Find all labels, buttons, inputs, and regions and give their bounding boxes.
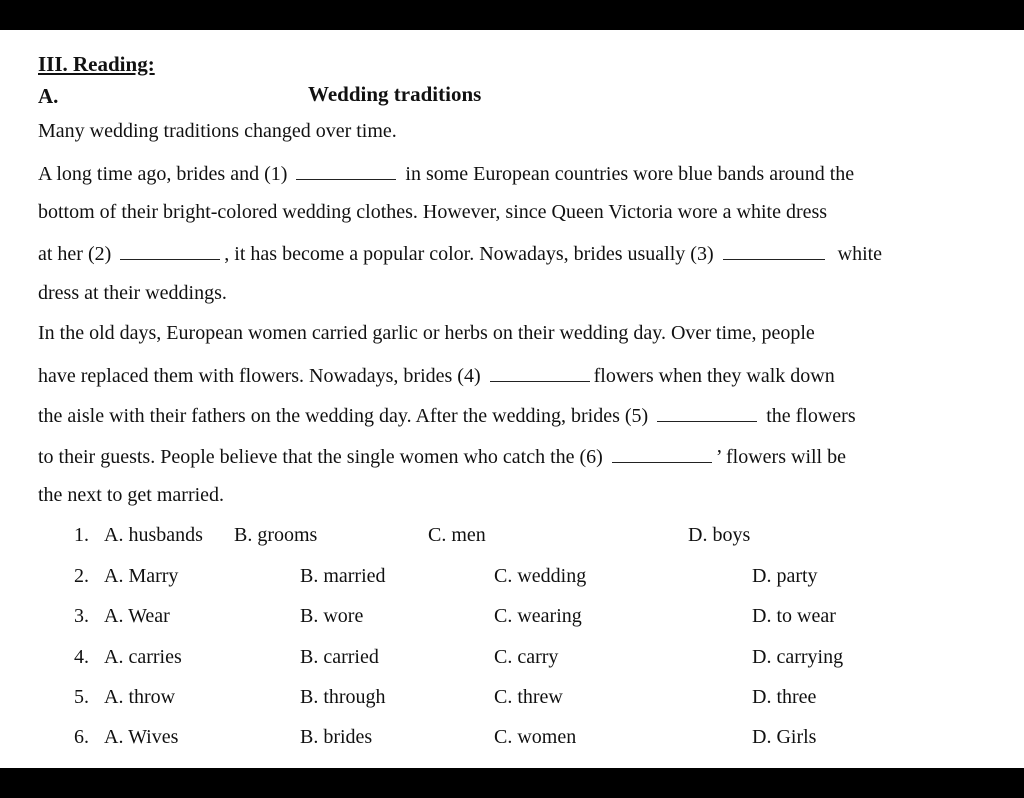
passage-line-7 (38, 363, 835, 388)
question-number: 5. (74, 686, 89, 708)
passage-text: , it has become a popular color. Nowadays, brides usually (3) (224, 243, 714, 265)
passage-text: white (837, 243, 883, 265)
option-b: B. married (300, 565, 386, 587)
option-d: D. boys (688, 524, 751, 546)
option-c: C. women (494, 726, 577, 748)
question-number: 4. (74, 646, 89, 668)
option-c: C. wedding (494, 565, 587, 587)
option-b: B. through (300, 686, 386, 708)
option-b: B. carried (300, 646, 379, 668)
option-b: B. brides (300, 726, 373, 748)
option-a: A. husbands (104, 524, 203, 546)
option-c: C. carry (494, 646, 559, 668)
option-d: D. Girls (752, 726, 817, 748)
question-number: 3. (74, 605, 89, 627)
passage-line-4 (38, 241, 882, 266)
passage-text: at her (2) (38, 243, 112, 265)
blank-6 (612, 444, 712, 463)
worksheet-page (0, 30, 1024, 768)
option-a: A. Marry (104, 565, 179, 587)
question-number: 1. (74, 524, 89, 546)
blank-2 (120, 241, 220, 260)
passage-line-3: bottom of their bright-colored wedding clothes. However, since Queen Victoria wore a white dress (38, 201, 828, 223)
section-heading: III. Reading: (38, 52, 155, 76)
option-b: B. wore (300, 605, 364, 627)
option-c: C. men (428, 524, 486, 546)
passage-line-8 (38, 403, 856, 428)
passage-text: A long time ago, brides and (1) (38, 163, 288, 185)
passage-line-9 (38, 444, 846, 469)
option-a: A. Wives (104, 726, 179, 748)
passage-line-10: the next to get married. (38, 484, 225, 506)
passage-text: the aisle with their fathers on the wedding day. After the wedding, brides (5) (38, 405, 649, 427)
option-b: B. grooms (234, 524, 318, 546)
question-number: 6. (74, 726, 89, 748)
passage-text: have replaced them with flowers. Nowadays, brides (4) (38, 365, 481, 387)
passage-line-5: dress at their weddings. (38, 282, 227, 304)
blank-4 (490, 363, 590, 382)
option-d: D. three (752, 686, 817, 708)
passage-title: Wedding traditions (308, 82, 482, 106)
passage-text: ’ flowers will be (715, 446, 846, 468)
passage-text: to their guests. People believe that the single women who catch the (6) (38, 446, 603, 468)
option-c: C. threw (494, 686, 563, 708)
blank-1 (296, 161, 396, 180)
option-a: A. carries (104, 646, 182, 668)
passage-line-1: Many wedding traditions changed over time. (38, 120, 397, 142)
part-label: A. (38, 84, 59, 108)
option-a: A. Wear (104, 605, 170, 627)
passage-text: in some European countries wore blue bands around the (405, 163, 855, 185)
passage-line-2 (38, 161, 854, 186)
option-d: D. carrying (752, 646, 844, 668)
option-c: C. wearing (494, 605, 582, 627)
question-number: 2. (74, 565, 89, 587)
passage-line-6: In the old days, European women carried garlic or herbs on their wedding day. Over time, people (38, 322, 815, 344)
blank-3 (723, 241, 825, 260)
option-d: D. to wear (752, 605, 836, 627)
option-d: D. party (752, 565, 818, 587)
blank-5 (657, 403, 757, 422)
passage-text: flowers when they walk down (593, 365, 835, 387)
passage-text: the flowers (766, 405, 856, 427)
option-a: A. throw (104, 686, 176, 708)
